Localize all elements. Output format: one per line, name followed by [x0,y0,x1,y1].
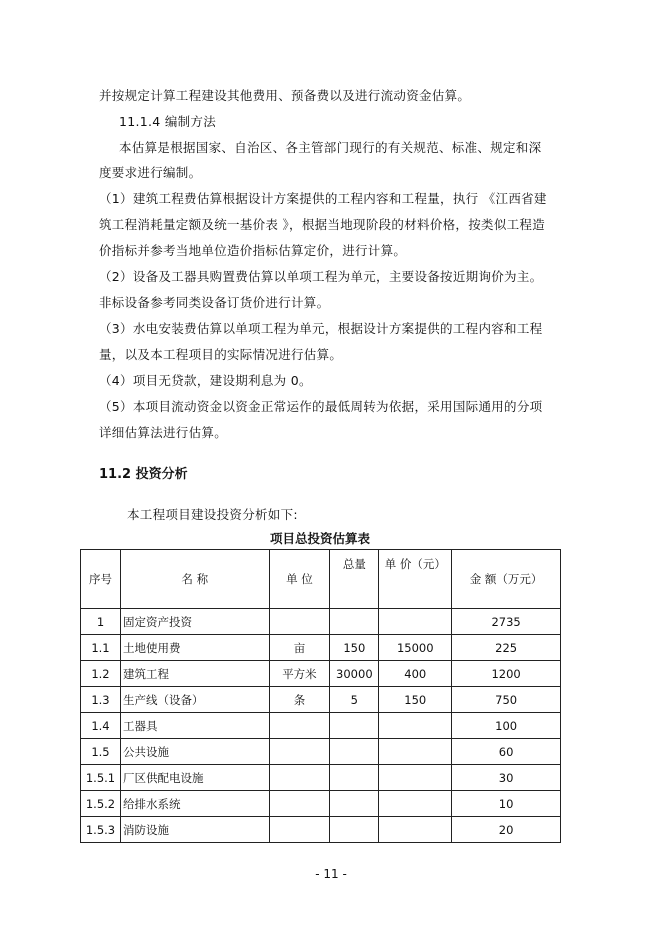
table-row [81,609,561,635]
table-header-row [81,550,561,609]
table-row [81,635,561,661]
cell-amount: 30 [452,765,561,791]
cell-unit [269,713,330,739]
cell-unit [269,739,330,765]
cell-price: 150 [379,687,452,713]
cell-price: 15000 [379,635,452,661]
cell-name: 工器具 [120,713,269,739]
page-number: - 11 - [315,867,347,881]
paragraph-line: （1）建筑工程费估算根据设计方案提供的工程内容和工程量，执行 《江西省建 [99,191,547,206]
cell-seq: 1.4 [81,713,121,739]
paragraph-line: 价指标并参考当地单位造价指标估算定价，进行计算。 [99,243,407,258]
table-row [81,661,561,687]
header-amount: 金 额（万元） [452,550,561,609]
paragraph-line: 并按规定计算工程建设其他费用、预备费以及进行流动资金估算。 [99,88,471,103]
cell-seq: 1.3 [81,687,121,713]
investment-estimate-table [80,549,561,843]
cell-seq: 1 [81,609,121,635]
cell-price [379,791,452,817]
cell-quantity: 5 [330,687,379,713]
header-seq: 序号 [81,550,121,609]
cell-amount: 750 [452,687,561,713]
cell-seq: 1.5.2 [81,791,121,817]
cell-amount: 225 [452,635,561,661]
cell-amount: 60 [452,739,561,765]
paragraph-line: （5）本项目流动资金以资金正常运作的最低周转为依据，采用国际通用的分项 [99,399,543,414]
header-unit: 单 位 [269,550,330,609]
paragraph-line: 详细估算法进行估算。 [99,425,228,440]
paragraph-line: 筑工程消耗量定额及统一基价表 》，根据当地现阶段的材料价格，按类似工程造 [99,217,546,232]
cell-name: 消防设施 [120,817,269,843]
paragraph-line: 度要求进行编制。 [99,165,202,180]
cell-amount: 1200 [452,661,561,687]
cell-seq: 1.5 [81,739,121,765]
cell-price [379,739,452,765]
cell-seq: 1.5.3 [81,817,121,843]
table-title: 项目总投资估算表 [269,531,370,546]
table-row [81,791,561,817]
cell-seq: 1.2 [81,661,121,687]
table-row [81,739,561,765]
cell-quantity [330,713,379,739]
cell-price [379,609,452,635]
cell-unit [269,791,330,817]
table-row [81,817,561,843]
paragraph-line: 非标设备参考同类设备订货价进行计算。 [99,295,330,310]
cell-price [379,817,452,843]
cell-name: 固定资产投资 [120,609,269,635]
cell-unit [269,609,330,635]
cell-price [379,713,452,739]
header-price: 单 价（元） [379,550,452,609]
paragraph-line: （3）水电安装费估算以单项工程为单元，根据设计方案提供的工程内容和工程 [99,321,543,336]
cell-unit: 亩 [269,635,330,661]
cell-quantity [330,817,379,843]
paragraph-line: （2）设备及工器具购置费估算以单项工程为单元，主要设备按近期询价为主。 [99,269,543,284]
cell-name: 土地使用费 [120,635,269,661]
cell-amount: 2735 [452,609,561,635]
cell-quantity [330,739,379,765]
cell-unit [269,817,330,843]
header-quantity: 总量 [330,550,379,609]
cell-name: 厂区供配电设施 [120,765,269,791]
cell-unit: 平方米 [269,661,330,687]
table-row [81,765,561,791]
section-heading: 11.2 投资分析 [99,467,188,482]
table-row [81,687,561,713]
cell-seq: 1.1 [81,635,121,661]
cell-name: 建筑工程 [120,661,269,687]
cell-name: 公共设施 [120,739,269,765]
cell-quantity [330,765,379,791]
cell-seq: 1.5.1 [81,765,121,791]
subsection-heading: 11.1.4 编制方法 [119,114,217,129]
paragraph-line: 量，以及本工程项目的实际情况进行估算。 [99,347,343,362]
cell-price [379,765,452,791]
cell-quantity: 30000 [330,661,379,687]
cell-quantity [330,791,379,817]
header-name: 名 称 [120,550,269,609]
paragraph-line: （4）项目无贷款，建设期利息为 0。 [99,373,312,388]
cell-unit: 条 [269,687,330,713]
cell-amount: 100 [452,713,561,739]
cell-unit [269,765,330,791]
table-intro: 本工程项目建设投资分析如下: [127,507,298,522]
cell-quantity [330,609,379,635]
paragraph-line: 本估算是根据国家、自治区、各主管部门现行的有关规范、标准、规定和深 [119,140,542,155]
table-row [81,713,561,739]
cell-quantity: 150 [330,635,379,661]
cell-amount: 20 [452,817,561,843]
cell-name: 给排水系统 [120,791,269,817]
cell-name: 生产线（设备） [120,687,269,713]
cell-amount: 10 [452,791,561,817]
cell-price: 400 [379,661,452,687]
